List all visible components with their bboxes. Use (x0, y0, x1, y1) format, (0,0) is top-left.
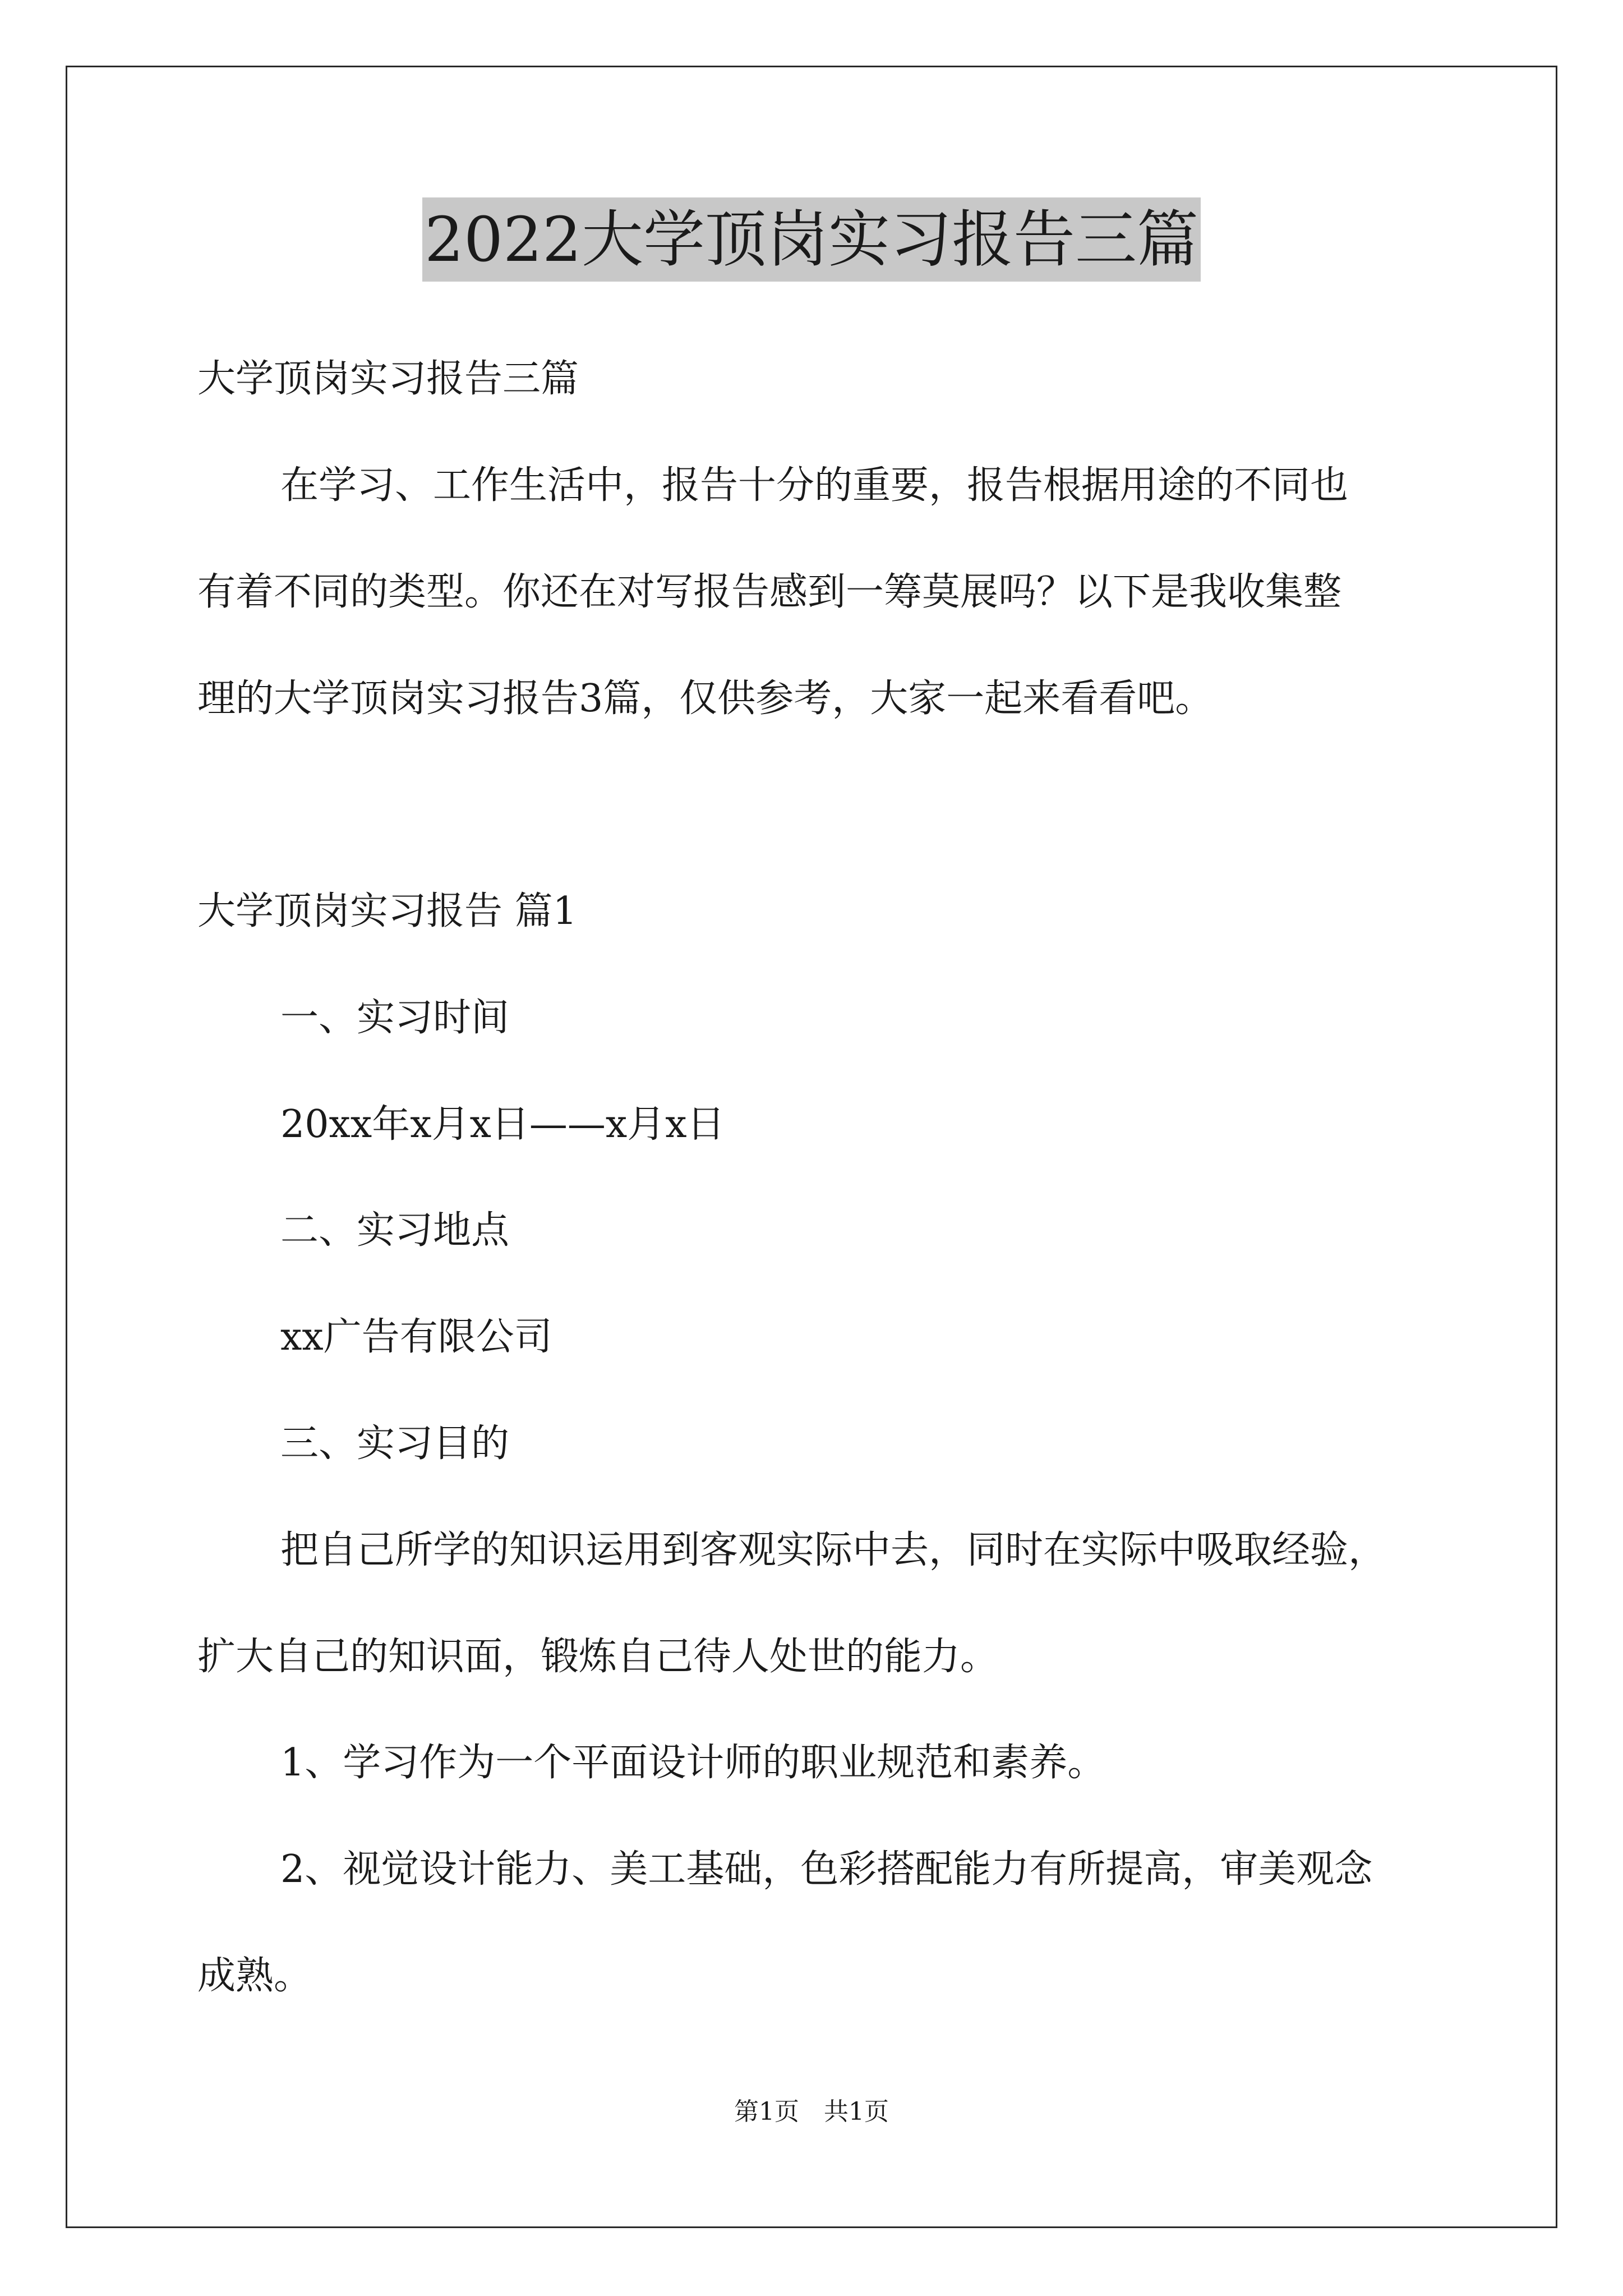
paragraph-line: 理的大学顶岗实习报告3篇，仅供参考，大家一起来看看吧。 (197, 677, 1214, 721)
section-heading: 大学顶岗实习报告 篇1 (197, 889, 577, 933)
page-footer: 第1页 共1页 (734, 2097, 889, 2126)
paragraph-line: 有着不同的类型。你还在对写报告感到一筹莫展吗？以下是我收集整 (197, 570, 1342, 614)
document-title: 2022大学顶岗实习报告三篇 (422, 197, 1201, 282)
title-wrap (0, 197, 1623, 282)
subtitle: 大学顶岗实习报告三篇 (197, 357, 579, 401)
subheading: 二、实习地点 (280, 1208, 510, 1253)
paragraph-line: 20xx年x月x日——x月x日 (280, 1102, 725, 1147)
subheading: 三、实习目的 (280, 1421, 510, 1466)
paragraph-line: 在学习、工作生活中，报告十分的重要，报告根据用途的不同也 (280, 463, 1349, 508)
paragraph-line: 扩大自己的知识面，锻炼自己待人处世的能力。 (197, 1635, 999, 1679)
paragraph-line: 把自己所学的知识运用到客观实际中去，同时在实际中吸取经验， (280, 1528, 1387, 1572)
paragraph-line: xx广告有限公司 (280, 1315, 552, 1359)
list-item: 2、视觉设计能力、美工基础，色彩搭配能力有所提高，审美观念 (280, 1847, 1373, 1892)
list-item: 1、学习作为一个平面设计师的职业规范和素养。 (280, 1741, 1106, 1785)
paragraph-line: 成熟。 (197, 1954, 312, 1998)
subheading: 一、实习时间 (280, 996, 510, 1040)
